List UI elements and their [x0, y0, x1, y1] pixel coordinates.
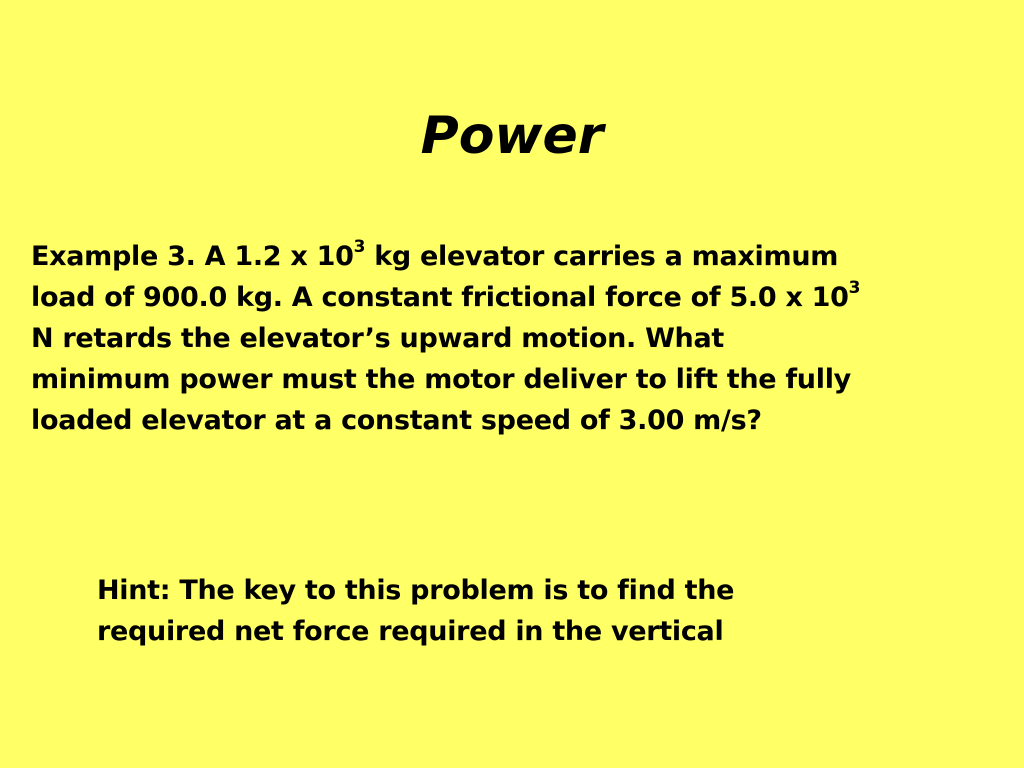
exponent-superscript: 3: [353, 237, 366, 257]
hint-text: [97, 570, 997, 652]
example-line-1: [31, 236, 1006, 277]
example-line-2-start: load of 900.0 kg. A constant frictional force of 5.0 x 10: [31, 282, 849, 313]
exponent-superscript: 3: [848, 278, 861, 298]
slide-title: Power: [420, 106, 604, 166]
example-line-3: N retards the elevator’s upward motion. What: [31, 323, 724, 354]
example-line-2: [31, 277, 1006, 318]
hint-line-2: required net force required in the vertical: [97, 616, 724, 647]
example-line-1-end: kg elevator carries a maximum: [365, 241, 839, 272]
example-line-1-start: Example 3. A 1.2 x 10: [31, 241, 354, 272]
example-problem-text: [31, 236, 1006, 441]
hint-line-1: Hint: The key to this problem is to find the: [97, 575, 735, 606]
example-line-4: minimum power must the motor deliver to lift the fully: [31, 364, 851, 395]
example-line-5: loaded elevator at a constant speed of 3.00 m/s?: [31, 405, 762, 436]
